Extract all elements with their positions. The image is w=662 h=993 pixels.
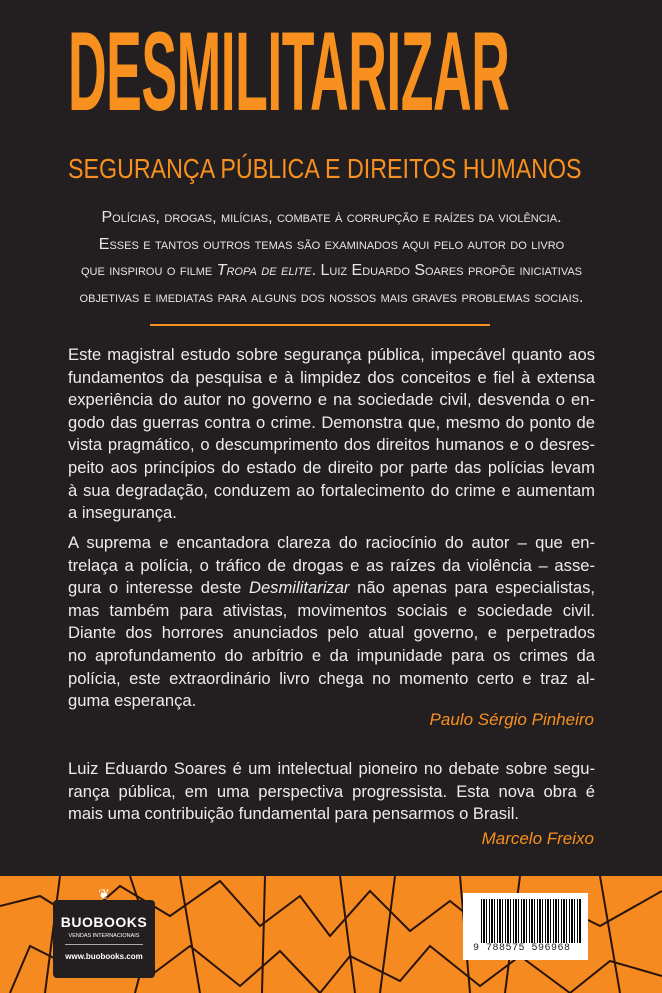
text-line (68, 434, 595, 457)
barcode-bars (481, 899, 581, 943)
text-line (68, 668, 595, 691)
text-segment: . Luiz Eduardo Soares propõe iniciativas (311, 262, 583, 279)
text-line (68, 502, 595, 525)
publisher-name: BUOBOOKS (60, 914, 148, 930)
text-segment: no aprofundamento do arbítrio e da impunidade para os crimes da (68, 645, 595, 665)
text-line (68, 285, 595, 312)
text-segment: rança pública, em uma perspectiva progressista. Esta nova obra é (68, 781, 595, 801)
text-segment: a insegurança. (68, 503, 177, 523)
text-line (68, 600, 595, 623)
text-segment: Luiz Eduardo Soares é um intelectual pioneiro no debate sobre segu- (68, 759, 595, 778)
text-segment: godo das guerras contra o crime. Demonstra que, mesmo do ponto de (68, 412, 595, 432)
text-line (68, 555, 595, 578)
intro-blurb (68, 205, 595, 311)
italic-text: Tropa de elite (216, 262, 312, 279)
isbn-number: 9 788575 596968 (473, 943, 571, 954)
review-paragraph-3 (68, 758, 595, 826)
text-line (68, 758, 595, 781)
text-line (68, 344, 595, 367)
divider-rule (150, 324, 490, 326)
text-line (68, 412, 595, 435)
text-segment: peito aos princípios do estado de direito por parte das polícias levam (68, 457, 595, 477)
text-line (68, 622, 595, 645)
publisher-logo (53, 886, 155, 978)
text-segment: à sua degradação, conduzem ao fortalecimento do crime e aumentam (68, 480, 595, 500)
book-title: DESMILITARIZAR (68, 9, 510, 134)
text-line (68, 577, 595, 600)
publisher-url: www.buobooks.com (65, 952, 143, 961)
text-segment: trelaça a polícia, o tráfico de drogas e as raízes da violência – asse- (68, 555, 595, 575)
attribution-pinheiro: Paulo Sérgio Pinheiro (429, 710, 594, 729)
text-line (68, 457, 595, 480)
review-paragraph-2 (68, 532, 595, 713)
publisher-tagline: VENDAS INTERNACIONAIS (68, 933, 140, 939)
text-line (68, 205, 595, 232)
text-segment: Polícias, drogas, milícias, combate à corrupção e raízes da violência. (101, 209, 562, 226)
text-segment: que inspirou o filme (80, 262, 217, 279)
text-segment: mais uma contribuição fundamental para pensarmos o Brasil. (68, 804, 520, 824)
isbn-barcode (463, 893, 588, 960)
text-segment: não apenas para especialistas, (349, 578, 595, 598)
logo-divider (65, 944, 143, 945)
book-subtitle: SEGURANÇA PÚBLICA E DIREITOS HUMANOS (68, 153, 582, 184)
text-segment: gura o interesse deste (68, 578, 249, 598)
text-line (68, 532, 595, 555)
text-segment: fundamentos da pesquisa e à limpidez dos conceitos e fiel à extensa (68, 367, 595, 387)
text-line (68, 367, 595, 390)
text-segment: objetivas e imediatas para alguns dos nossos mais graves problemas sociais. (79, 288, 584, 306)
text-line (68, 803, 595, 826)
text-segment: experiência do autor no governo e na sociedade civil, desvenda o en- (68, 390, 595, 410)
text-line (68, 389, 595, 412)
text-segment: guma esperança. (68, 691, 197, 711)
text-segment: Este magistral estudo sobre segurança pública, impecável quanto aos (68, 345, 595, 364)
text-line (68, 232, 595, 259)
text-line (68, 645, 595, 668)
attribution-freixo: Marcelo Freixo (481, 829, 594, 848)
text-segment: Esses e tantos outros temas são examinados aqui pelo autor do livro (98, 235, 565, 253)
text-line (68, 480, 595, 503)
text-line (68, 781, 595, 804)
review-paragraph-1 (68, 344, 595, 525)
text-segment: Diante dos horrores anunciados pelo atual governo, e perpetrados (68, 623, 595, 643)
text-segment: vista pragmático, o descumprimento dos direitos humanos e o desres- (68, 435, 595, 455)
text-segment: A suprema e encantadora clareza do raciocínio do autor – que en- (68, 533, 595, 552)
owl-wings-icon: ❦ (98, 886, 110, 902)
italic-text: Desmilitarizar (248, 578, 350, 598)
text-segment: mas também para ativistas, movimentos sociais e sociedade civil. (68, 600, 595, 620)
text-line (68, 258, 595, 285)
text-segment: polícia, este extraordinário livro chega no momento certo e traz al- (68, 668, 595, 688)
